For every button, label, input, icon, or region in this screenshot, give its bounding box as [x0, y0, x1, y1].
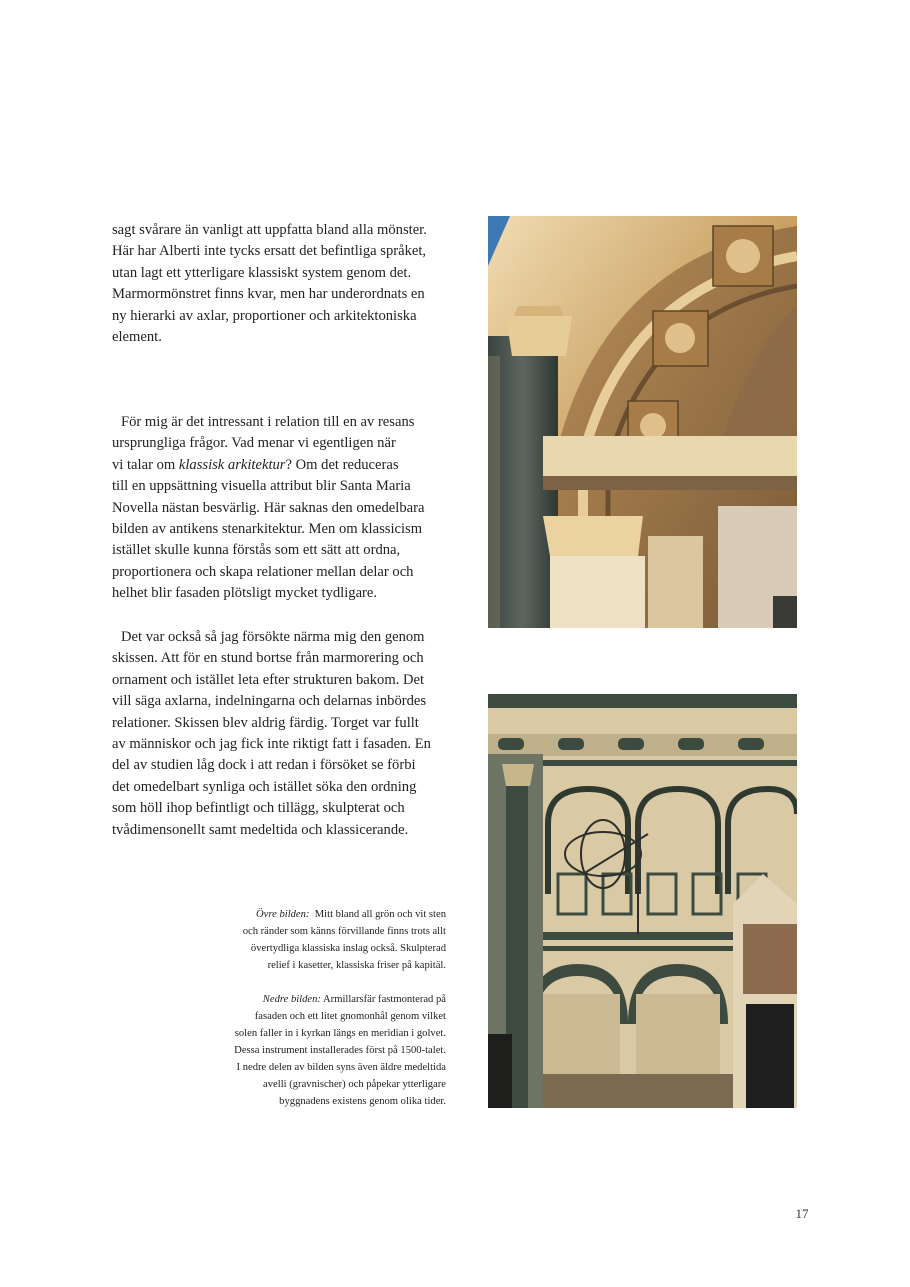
text-line: ornament och istället leta efter strukturen bakom. Det	[112, 671, 425, 688]
body-paragraph-3	[112, 627, 452, 841]
caption-text: Mitt bland all grön och vit sten	[314, 909, 446, 920]
text-line: ursprungliga frågor. Vad menar vi egentligen när	[112, 435, 396, 452]
caption-upper	[180, 906, 446, 974]
caption-label: Nedre bilden:	[262, 994, 321, 1005]
facade-photo-illustration	[488, 694, 797, 1108]
text-line: relationer. Skissen blev aldrig färdig. Torget var fullt	[112, 714, 419, 731]
text-line: sagt svårare än vanligt att uppfatta bland alla mönster.	[112, 222, 427, 238]
text-line: som höll ihop befintligt och tillägg, skulpterat och	[112, 800, 405, 817]
text-line: Här har Alberti inte tycks ersatt det befintliga språket,	[112, 243, 427, 260]
text-line: det omedelbart synliga och istället söka den ordning	[112, 778, 417, 795]
caption-line	[180, 906, 446, 923]
body-paragraph-2	[112, 412, 452, 605]
caption-line: relief i kasetter, klassiska friser på kapitäl.	[267, 960, 446, 971]
body-paragraph-1	[112, 220, 452, 348]
text-line: istället skulle kunna förstås som ett sätt att ordna,	[112, 542, 401, 559]
caption-line: avelli (gravnischer) och påpekar ytterligare	[263, 1079, 446, 1090]
text-line: helhet blir fasaden plötsligt mycket tydligare.	[112, 585, 378, 602]
caption-line: Dessa instrument installerades först på 1500-talet.	[234, 1045, 446, 1056]
text-fragment: ? Om det reduceras	[285, 456, 399, 473]
caption-label: Övre bilden:	[256, 909, 310, 920]
text-line: till en uppsättning visuella attribut blir Santa Maria	[112, 478, 411, 495]
caption-line: övertydliga klassiska inslag också. Skulpterad	[250, 943, 446, 954]
caption-line: och ränder som känns förvillande finns trots allt	[242, 926, 446, 937]
text-line: ny hierarki av axlar, proportioner och arkitektoniska	[112, 307, 417, 324]
text-line: tvådimensonellt samt medeltida och klassicerande.	[112, 821, 409, 838]
page-number: 17	[795, 1206, 809, 1221]
text-line: utan lagt ett ytterligare klassiskt system genom det.	[112, 264, 412, 281]
caption-text: Armillarsfär fastmonterad på	[323, 994, 446, 1005]
text-line: Det var också så jag försökte närma mig den genom	[121, 629, 425, 645]
text-line: skissen. Att för en stund bortse från marmorering och	[112, 650, 424, 667]
caption-lower	[180, 991, 446, 1110]
text-line: För mig är det intressant i relation till en av resans	[121, 414, 415, 430]
text-line: proportionera och skapa relationer mellan delar och	[112, 563, 414, 580]
caption-line	[180, 991, 446, 1008]
caption-line: I nedre delen av bilden syns även äldre medeltida	[236, 1062, 446, 1073]
text-line: del av studien låg dock i att redan i försöket se förbi	[112, 757, 416, 774]
arch-photo-illustration	[488, 216, 797, 628]
image-captions	[180, 906, 446, 1110]
caption-line: byggnadens existens genom olika tider.	[279, 1096, 446, 1107]
caption-line: fasaden och ett litet gnomonhål genom vilket	[254, 1011, 446, 1022]
text-line: vill säga axlarna, indelningarna och delarnas inbördes	[112, 693, 427, 710]
text-fragment: vi talar om	[112, 456, 179, 473]
text-line: bilden av antikens stenarkitektur. Men om klassicism	[112, 521, 423, 538]
text-line: Marmormönstret finns kvar, men har underordnats en	[112, 286, 425, 303]
text-line: av människor och jag fick inte riktigt fatt i fasaden. En	[112, 736, 431, 753]
text-line: Novella nästan besvärlig. Här saknas den omedelbara	[112, 499, 425, 516]
photo-arch-reliefs	[488, 216, 797, 628]
text-line: element.	[112, 329, 162, 346]
text-line-with-emphasis	[112, 455, 452, 476]
photo-facade-armillary	[488, 694, 797, 1108]
caption-line: solen faller in i kyrkan längs en meridian i golvet.	[234, 1028, 446, 1039]
emphasis-text: klassisk arkitektur	[178, 456, 286, 473]
